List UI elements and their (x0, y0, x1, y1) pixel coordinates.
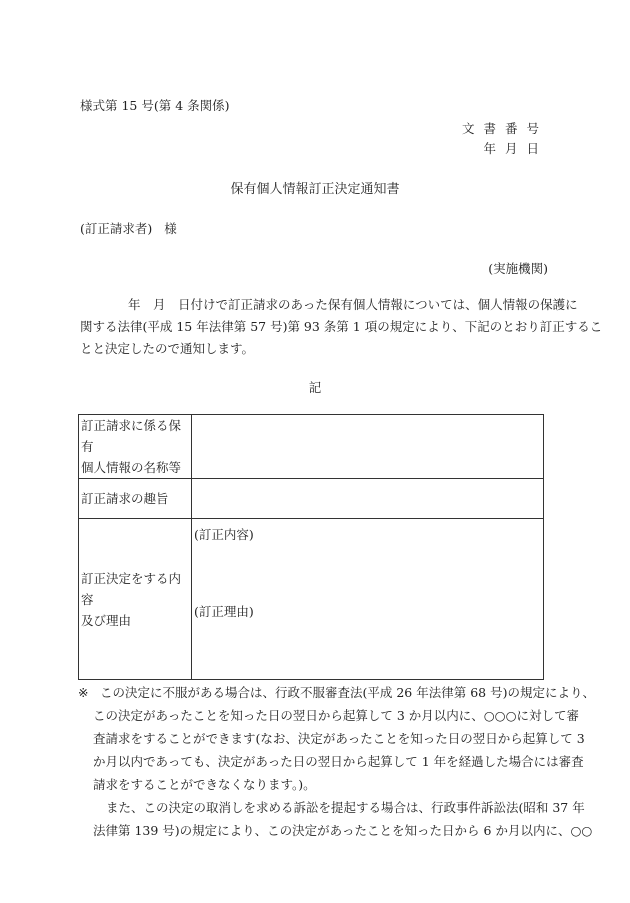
notes (78, 681, 595, 842)
recipient (80, 219, 177, 237)
body-line: とと決定したので通知します。 (80, 341, 255, 356)
note-line: また、この決定の取消しを求める訴訟を提起する場合は、行政事件訴訟法(昭和 37 年 (106, 800, 585, 815)
detail-table (78, 414, 544, 680)
correction-reason-label: (訂正理由) (194, 604, 254, 619)
note-line: ※ この決定に不服がある場合は、行政不服審査法(平成 26 年法律第 68 号)の規定により、 (78, 681, 550, 704)
cell-personal-info-value (192, 415, 544, 479)
document-number-label: 文書番号 (461, 121, 548, 136)
agency-label: (実施機関) (488, 261, 548, 276)
body-line: 年 月 日付けで訂正請求のあった保有個人情報については、個人情報の保護に (128, 297, 578, 312)
row-label-request-purpose: 訂正請求の趣旨 (79, 479, 192, 519)
label-line: 訂正決定をする内容 (81, 570, 182, 607)
note-mark: ※ (78, 685, 89, 700)
table-row (79, 415, 544, 479)
table-row (79, 479, 544, 519)
recipient-honorific: 様 (164, 221, 177, 236)
document-title: 保有個人情報訂正決定通知書 (230, 182, 400, 197)
recipient-label: (訂正請求者) (80, 221, 153, 236)
note-line: 法律第 139 号)の規定により、この決定があったことを知った日から 6 か月以内に、○○ (93, 823, 593, 838)
ki-heading: 記 (308, 380, 322, 395)
label-line: 個人情報の名称等 (81, 460, 182, 475)
row-label-personal-info (79, 415, 192, 479)
label-line: 及び理由 (81, 612, 132, 628)
note-line: 請求をすることができなくなります。)。 (93, 777, 316, 792)
form-number: 様式第 15 号(第 4 条関係) (80, 98, 230, 113)
body-line: 関する法律(平成 15 年法律第 57 号)第 93 条第 1 項の規定により、下記のとおり訂正するこ (80, 319, 603, 334)
label-line: 訂正請求に係る保有 (81, 418, 182, 454)
body-paragraph (80, 294, 603, 360)
note-line: この決定があったことを知った日の翌日から起算して 3 か月以内に、○○○に対して審 (93, 708, 579, 723)
cell-decision-content-value (192, 519, 544, 680)
cell-request-purpose-value (192, 479, 544, 519)
document-date-label: 年月日 (483, 141, 548, 156)
row-label-decision-content (79, 519, 192, 680)
correction-content-label: (訂正内容) (194, 527, 254, 542)
note-line: か月以内であっても、決定があった日の翌日から起算して 1 年を経過した場合には審査 (93, 754, 584, 769)
table-row (79, 519, 544, 680)
note-line: 査請求をすることができます(なお、決定があったことを知った日の翌日から起算して 3 (93, 731, 585, 746)
